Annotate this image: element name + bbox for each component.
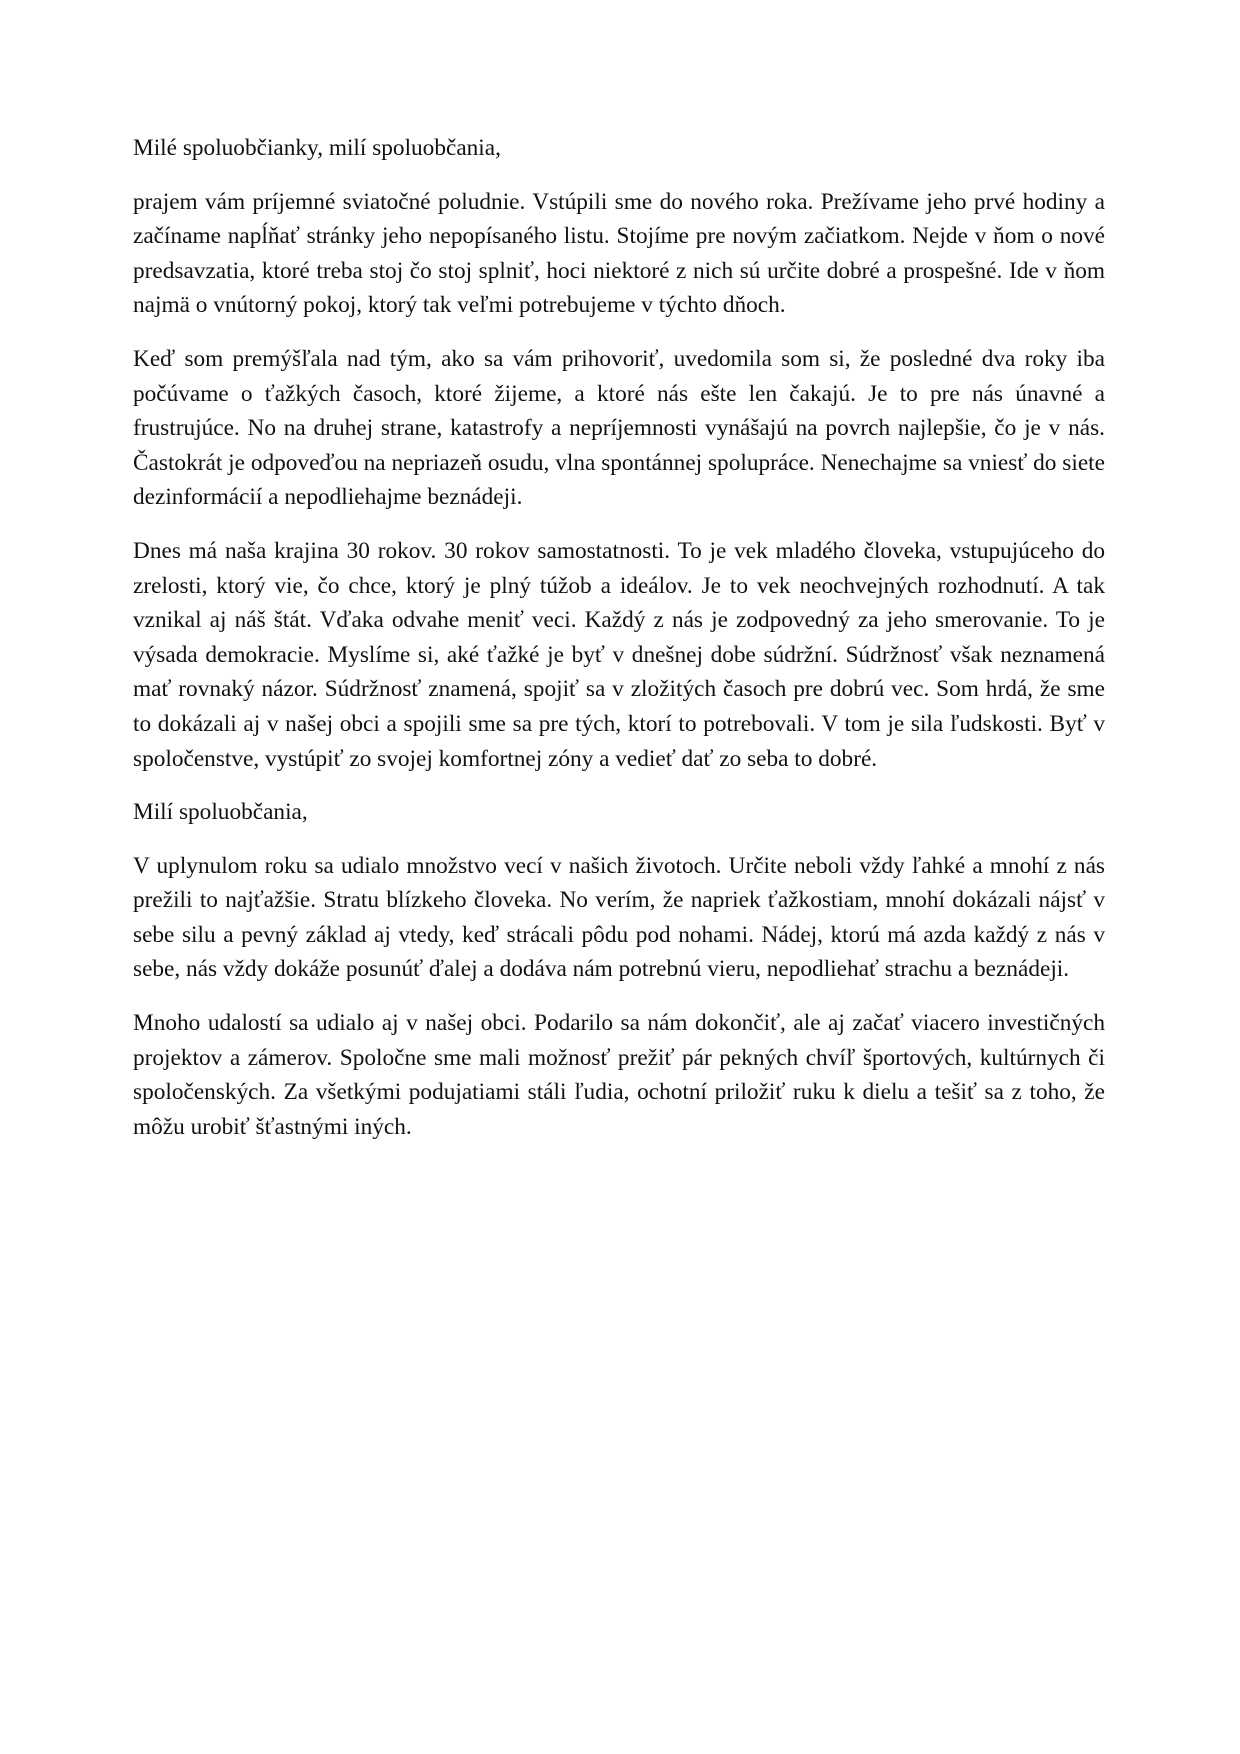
middle-salutation: Milí spoluobčania, xyxy=(133,799,308,826)
document-page xyxy=(133,131,1105,1163)
paragraph-village-events: Mnoho udalostí sa udialo aj v našej obci. Podarilo sa nám dokončiť, ale aj začať viacero investičných projektov a zámerov. Spoločne sme mali možnosť prežiť pár pekných chvíľ športových, kultúrnych či spoločenských. Za všetkými podujatiami stáli ľudia, ochotní priložiť ruku k dielu a tešiť sa z toho, že môžu urobiť šťastnými iných. xyxy=(133,1010,1105,1140)
paragraph-thirty-years: Dnes má naša krajina 30 rokov. 30 rokov samostatnosti. To je vek mladého človeka, vstupujúceho do zrelosti, ktorý vie, čo chce, ktorý je plný túžob a ideálov. Je to vek neochvejných rozhodnutí. A tak vznikal aj náš štát. Vďaka odvahe meniť veci. Každý z nás je zodpovedný za jeho smerovanie. To je výsada demokracie. Myslíme si, aké ťažké je byť v dnešnej dobe súdržní. Súdržnosť však neznamená mať rovnaký názor. Súdržnosť znamená, spojiť sa v zložitých časoch pre dobrú vec. Som hrdá, že sme to dokázali aj v našej obci a spojili sme sa pre tých, ktorí to potrebovali. V tom je sila ľudskosti. Byť v spoločenstve, vystúpiť zo svojej komfortnej zóny a vedieť dať zo seba to dobré. xyxy=(133,537,1105,772)
paragraph-past-year: V uplynulom roku sa udialo množstvo vecí v našich životoch. Určite neboli vždy ľahké a mnohí z nás prežili to najťažšie. Stratu blízkeho človeka. No verím, že napriek ťažkostiam, mnohí dokázali nájsť v sebe silu a pevný základ aj vtedy, keď strácali pôdu pod nohami. Nádej, ktorú má azda každý z nás v sebe, nás vždy dokáže posunúť ďalej a dodáva nám potrebnú vieru, nepodliehať strachu a beznádeji. xyxy=(133,852,1105,983)
paragraph-new-year-greeting: prajem vám príjemné sviatočné poludnie. Vstúpili sme do nového roka. Prežívame jeho prvé hodiny a začíname napĺňať stránky jeho nepopísaného listu. Stojíme pre novým začiatkom. Nejde v ňom o nové predsavzatia, ktoré treba stoj čo stoj splniť, hoci niektoré z nich sú určite dobré a prospešné. Ide v ňom najmä o vnútorný pokoj, ktorý tak veľmi potrebujeme v týchto dňoch. xyxy=(133,188,1105,319)
paragraph-difficult-times: Keď som premýšľala nad tým, ako sa vám prihovoriť, uvedomila som si, že posledné dva roky iba počúvame o ťažkých časoch, ktoré žijeme, a ktoré nás ešte len čakajú. Je to pre nás únavné a frustrujúce. No na druhej strane, katastrofy a nepríjemnosti vynášajú na povrch najlepšie, čo je v nás. Častokrát je odpoveďou na nepriazeň osudu, vlna spontánnej spolupráce. Nenechajme sa vniesť do siete dezinformácií a nepodliehajme beznádeji. xyxy=(133,345,1105,511)
opening-salutation: Milé spoluobčianky, milí spoluobčania, xyxy=(133,135,501,161)
